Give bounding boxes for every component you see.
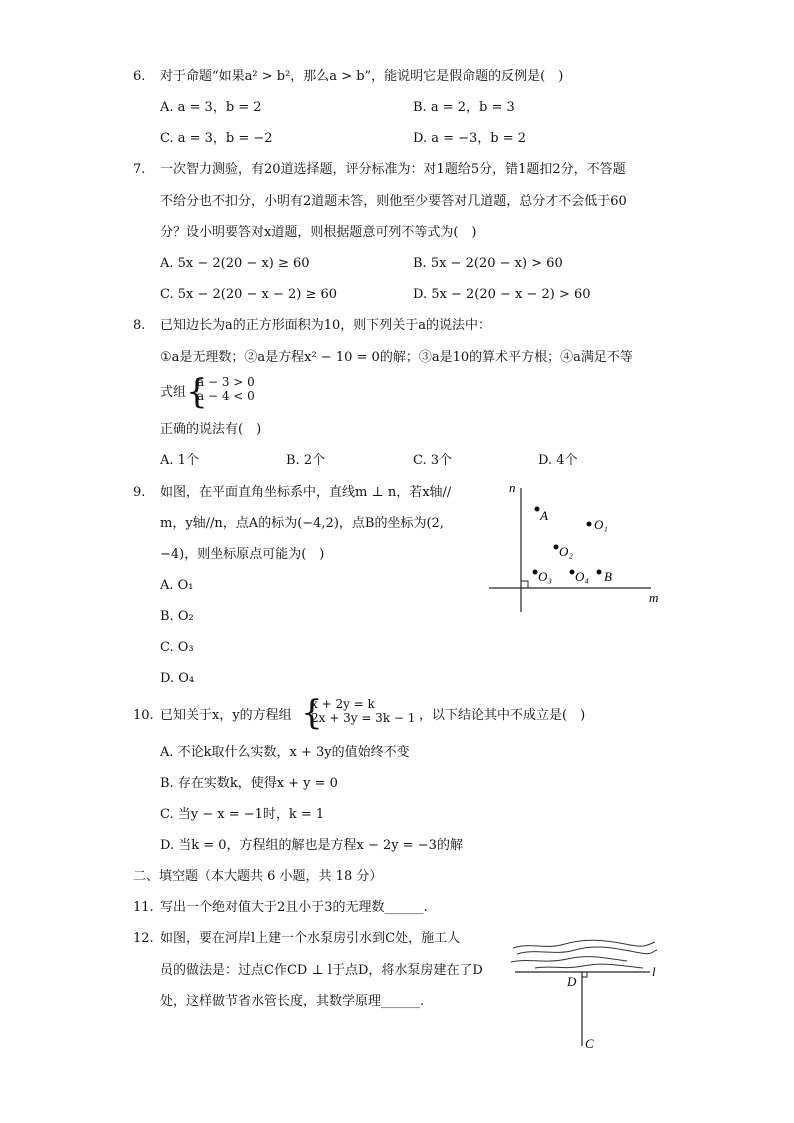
point-a	[535, 507, 540, 512]
label-b: B	[604, 569, 612, 584]
q6-stem: 对于命题“如果a² > b²，那么a > b”，能说明它是假命题的反例是( )	[160, 69, 564, 84]
right-angle-mark	[521, 581, 528, 588]
q6-number: 6.	[133, 69, 146, 84]
section-2-heading: 二、填空题（本大题共 6 小题，共 18 分）	[133, 869, 383, 884]
q6-option-a: A. a = 3，b = 2	[160, 100, 262, 115]
label-l: l	[652, 964, 656, 979]
q9-option-b: B. O₂	[160, 609, 194, 624]
q8-line-3: 正确的说法有( )	[160, 422, 262, 437]
q12-line-2: 员的做法是：过点C作CD ⊥ l于点D，将水泵房建在了D	[160, 963, 483, 978]
q8-option-d: D. 4个	[538, 453, 578, 468]
point-o3	[533, 570, 538, 575]
q9-coordinate-figure	[485, 478, 665, 614]
label-o2: O₂	[559, 544, 573, 559]
q12-line-1: 如图，要在河岸l上建一个水泵房引水到C处，施工人	[160, 931, 461, 946]
q7-option-b: B. 5x − 2(20 − x) > 60	[413, 256, 563, 271]
q7-option-d: D. 5x − 2(20 − x − 2) > 60	[413, 287, 591, 302]
q7-line-2: 不给分也不扣分，小明有2道题未答，则他至少要答对几道题，总分才不会低于60	[160, 194, 627, 209]
q10-system-row-2: 2x + 3y = 3k − 1	[311, 711, 416, 725]
q8-system-row-1: a − 3 > 0	[197, 375, 255, 389]
q9-line-1: 如图，在平面直角坐标系中，直线m ⊥ n，若x轴//	[160, 485, 452, 500]
q10-option-d: D. 当k = 0，方程组的解也是方程x − 2y = −3的解	[160, 838, 463, 853]
river-wave-1	[513, 940, 655, 948]
q8-system-brace: {	[186, 372, 208, 412]
q10-system-brace: {	[301, 693, 323, 733]
q10-option-b: B. 存在实数k，使得x + y = 0	[160, 776, 338, 791]
q6-option-b: B. a = 2，b = 3	[413, 100, 515, 115]
q9-number: 9.	[133, 485, 146, 500]
q8-system-row-2: a − 4 < 0	[197, 389, 255, 403]
point-o1	[587, 522, 592, 527]
q12-line-3: 处，这样做节省水管长度，其数学原理______.	[160, 994, 425, 1009]
q10-stem-prefix: 已知关于x，y的方程组	[160, 708, 292, 723]
label-c: C	[585, 1036, 594, 1051]
label-o1: O₁	[594, 517, 608, 532]
q10-stem-suffix: ，以下结论其中不成立是( )	[419, 708, 586, 723]
q6-option-c: C. a = 3，b = −2	[160, 131, 273, 146]
q10-number: 10.	[133, 708, 154, 723]
q11-number: 11.	[133, 900, 154, 915]
river-wave-3	[511, 957, 627, 962]
q10-system-row-1: x + 2y = k	[311, 697, 375, 711]
label-d: D	[567, 974, 577, 989]
label-m: m	[649, 590, 659, 605]
q10-option-c: C. 当y − x = −1时，k = 1	[160, 807, 325, 822]
q7-line-3: 分？设小明要答对x道题，则根据题意可列不等式为( )	[160, 225, 477, 240]
point-o4	[570, 570, 575, 575]
q8-option-b: B. 2个	[286, 453, 326, 468]
q9-line-3: −4)，则坐标原点可能为( )	[160, 547, 325, 562]
q7-number: 7.	[133, 162, 146, 177]
q9-line-2: m，y轴//n，点A的标为(−4,2)，点B的坐标为(2,	[160, 516, 444, 531]
label-o3: O₃	[538, 569, 552, 584]
point-b	[597, 570, 602, 575]
q12-number: 12.	[133, 931, 154, 946]
q7-option-a: A. 5x − 2(20 − x) ≥ 60	[160, 256, 310, 271]
q7-line-1: 一次智力测验，有20道选择题，评分标准为：对1题给5分，错1题扣2分，不答题	[160, 162, 626, 177]
q10-option-a: A. 不论k取什么实数，x + 3y的值始终不变	[160, 745, 410, 760]
q7-option-c: C. 5x − 2(20 − x − 2) ≥ 60	[160, 287, 338, 302]
river-wave-4	[535, 964, 643, 968]
q12-river-figure	[505, 928, 665, 1053]
q9-option-c: C. O₃	[160, 640, 194, 655]
q8-option-c: C. 3个	[413, 453, 453, 468]
q8-line-2: ①a是无理数；②a是方程x² − 10 = 0的解；③a是10的算术平方根；④a满足不等	[160, 350, 633, 365]
point-o2	[554, 545, 559, 550]
q9-option-a: A. O₁	[160, 578, 194, 593]
river-wave-2	[517, 947, 657, 954]
right-angle-mark	[582, 972, 587, 977]
q11-text: 写出一个绝对值大于2且小于3的无理数______.	[160, 900, 428, 915]
q6-option-d: D. a = −3，b = 2	[413, 131, 527, 146]
q8-line-1: 已知边长为a的正方形面积为10，则下列关于a的说法中：	[160, 318, 492, 333]
q9-option-d: D. O₄	[160, 671, 195, 686]
q8-number: 8.	[133, 318, 146, 333]
q8-system-prefix: 式组	[160, 385, 187, 400]
q8-option-a: A. 1个	[160, 453, 199, 468]
label-o4: O₄	[575, 569, 589, 584]
label-n: n	[509, 480, 516, 495]
label-a: A	[540, 508, 548, 523]
